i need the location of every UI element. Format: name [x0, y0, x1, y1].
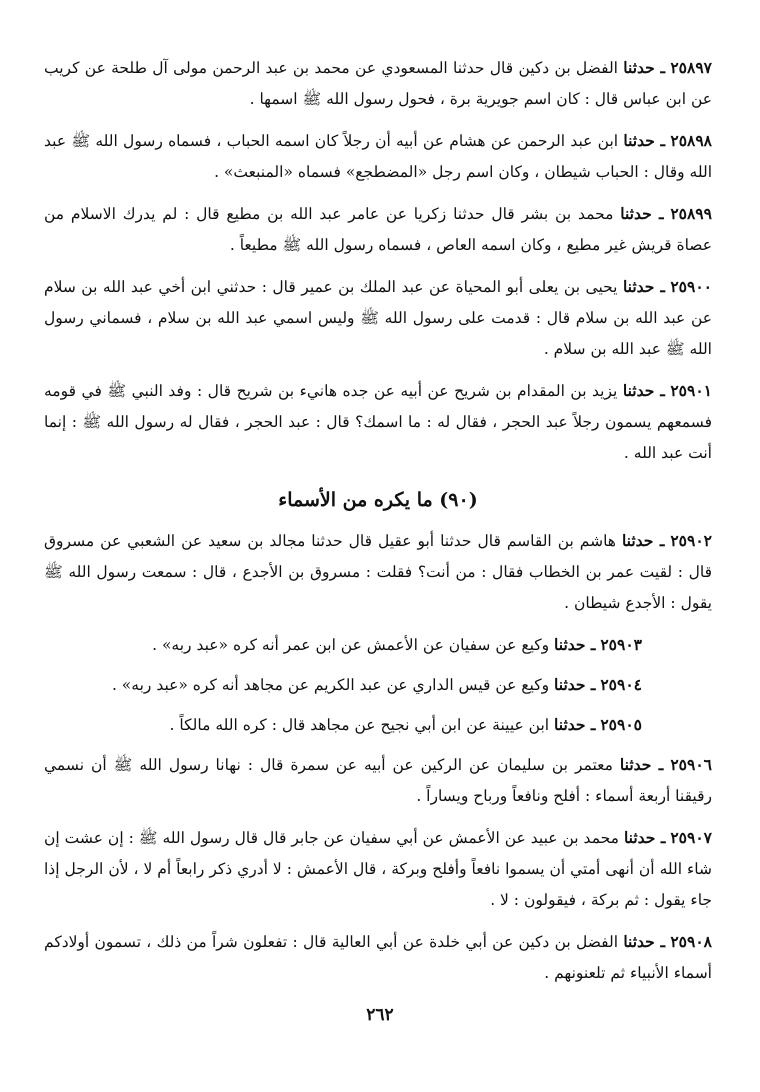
hadith-number: ٢٥٨٩٨	[670, 131, 713, 150]
hadith-paragraph	[44, 525, 712, 619]
hadith-paragraph	[44, 669, 712, 701]
hadith-paragraph	[44, 375, 712, 469]
hadith-lead: ـ حدثنا	[554, 635, 596, 654]
hadith-text: الفضل بن دكين عن أبي خلدة عن أبي العالية قال : تفعلون شراً من ذلك ، تسمون أولادكم أسماء الأنبياء ثم تلعنونهم .	[44, 933, 712, 982]
hadith-lead: ـ حدثنا	[620, 204, 664, 223]
hadith-number: ٢٥٩٠٥	[600, 715, 642, 734]
hadith-lead: ـ حدثنا	[623, 58, 666, 77]
hadith-lead: ـ حدثنا	[622, 381, 665, 400]
section-heading: (٩٠) ما يكره من الأسماء	[278, 489, 478, 511]
hadith-lead: ـ حدثنا	[621, 531, 665, 550]
hadith-lead: ـ حدثنا	[622, 277, 665, 296]
hadith-lead: ـ حدثنا	[619, 755, 664, 774]
hadith-number: ٢٥٨٩٧	[670, 58, 712, 77]
hadith-text: يحيى بن يعلى أبو المحياة عن عبد الملك بن عمير قال : حدثني ابن أخي عبد الله بن سلام عن عبد الله بن سلام قال : قدمت على رسول الله ﷺ وليس اسمي عبد الله بن سلام ، فسماني رسول الله ﷺ عبد الله بن سلام .	[44, 278, 712, 358]
hadith-number: ٢٥٩٠٨	[670, 932, 712, 951]
hadith-paragraph	[44, 822, 712, 916]
hadith-paragraph	[44, 629, 712, 661]
hadith-text: محمد بن عبيد عن الأعمش عن أبي سفيان عن جابر قال قال رسول الله ﷺ : إن عشت إن شاء الله أن أنهى أمتي أن يسموا نافعاً وأفلح وبركة ، قال الأعمش : لا أدري ذكر رابعاً أم لا ، لأن الرجل إذا جاء يقول : ثم بركة ، فيقولون : لا .	[44, 829, 712, 909]
hadith-list-top	[44, 52, 712, 469]
page-number: ٢٦٢	[366, 1005, 394, 1025]
hadith-number: ٢٥٩٠٧	[670, 828, 712, 847]
hadith-number: ٢٥٩٠٢	[670, 531, 712, 550]
hadith-list-bottom	[44, 525, 712, 989]
hadith-text: ابن عيينة عن ابن أبي نجيح عن مجاهد قال : كره الله مالكاً .	[169, 716, 550, 734]
hadith-text: الفضل بن دكين قال حدثنا المسعودي عن محمد بن عبد الرحمن مولى آل طلحة عن كريب عن ابن عباس قال : كان اسم جويرية برة ، فحول رسول الله ﷺ اسمها .	[44, 59, 712, 108]
hadith-lead: ـ حدثنا	[554, 715, 596, 734]
hadith-text: معتمر بن سليمان عن الركين عن أبيه عن سمرة قال : نهانا رسول الله ﷺ أن نسمي رقيقنا أربعة أسماء : أفلح ونافعاً ورباح ويساراً .	[44, 756, 712, 805]
hadith-number: ٢٥٩٠٦	[670, 755, 712, 774]
hadith-lead: ـ حدثنا	[623, 932, 666, 951]
hadith-number: ٢٥٩٠٣	[600, 635, 642, 654]
hadith-text: محمد بن بشر قال حدثنا زكريا عن عامر عبد الله بن مطيع قال : لم يدرك الاسلام من عصاة قريش غير مطيع ، وكان اسمه العاص ، فسماه رسول الله ﷺ مطيعاً .	[44, 205, 712, 254]
hadith-lead: ـ حدثنا	[623, 828, 666, 847]
hadith-text: وكيع عن سفيان عن الأعمش عن ابن عمر أنه كره «عبد ربه» .	[152, 636, 550, 654]
hadith-paragraph	[44, 52, 712, 115]
hadith-lead: ـ حدثنا	[554, 675, 596, 694]
hadith-paragraph	[44, 271, 712, 365]
hadith-paragraph	[44, 198, 712, 261]
hadith-paragraph	[44, 926, 712, 989]
hadith-lead: ـ حدثنا	[623, 131, 666, 150]
hadith-number: ٢٥٨٩٩	[670, 204, 712, 223]
hadith-text: هاشم بن القاسم قال حدثنا أبو عقيل قال حدثنا مجالد بن سعيد عن الشعبي عن مسروق قال : لقيت عمر بن الخطاب فقال : من أنت؟ فقلت : مسروق بن الأجدع ، قال : سمعت رسول الله ﷺ يقول : الأجدع شيطان .	[44, 532, 712, 612]
hadith-paragraph	[44, 709, 712, 741]
hadith-paragraph	[44, 749, 712, 812]
hadith-paragraph	[44, 125, 712, 188]
hadith-number: ٢٥٩٠٠	[670, 277, 712, 296]
hadith-text: ابن عبد الرحمن عن هشام عن أبيه أن رجلاً كان اسمه الحباب ، فسماه رسول الله ﷺ عبد الله وقال : الحباب شيطان ، وكان اسم رجل «المضطجع» فسماه «المنبعث» .	[44, 132, 712, 181]
hadith-text: وكيع عن قيس الداري عن عبد الكريم عن مجاهد أنه كره «عبد ربه» .	[111, 676, 550, 694]
hadith-number: ٢٥٩٠١	[670, 381, 712, 400]
hadith-number: ٢٥٩٠٤	[600, 675, 642, 694]
hadith-text: يزيد بن المقدام بن شريح عن أبيه عن جده هانيء بن شريح قال : وفد النبي ﷺ في قومه فسمعهم يسمون رجلاً عبد الحجر ، فقال له : ما اسمك؟ قال : عبد الحجر ، فقال له رسول الله ﷺ : إنما أنت عبد الله .	[44, 382, 712, 462]
